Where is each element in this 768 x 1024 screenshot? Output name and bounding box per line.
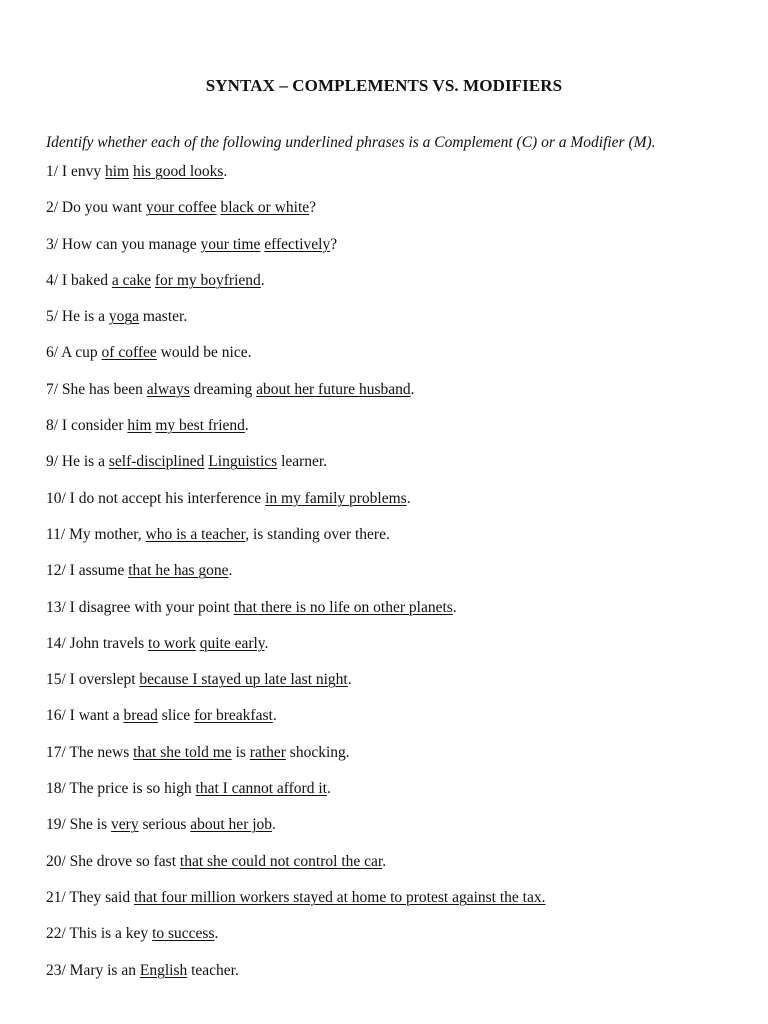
- underlined-phrase: to success: [152, 925, 215, 943]
- sentence-text: 7/ She has been: [46, 380, 147, 398]
- sentence-text: 19/ She is: [46, 816, 112, 834]
- underlined-phrase: who is a teacher: [145, 525, 246, 543]
- underlined-phrase: that there is no life on other planets: [233, 598, 453, 616]
- sentence-text: .: [326, 780, 331, 798]
- sentence-text: learner.: [277, 453, 328, 471]
- exercise-item: [46, 706, 545, 742]
- underlined-phrase: because I stayed up late last night: [139, 671, 348, 689]
- exercise-item: [46, 634, 545, 670]
- exercise-item: [46, 162, 545, 198]
- page-title: SYNTAX – COMPLEMENTS VS. MODIFIERS: [205, 76, 563, 95]
- sentence-text: 4/ I baked: [46, 271, 112, 289]
- sentence-text: .: [410, 380, 415, 398]
- underlined-phrase: a cake: [111, 271, 152, 289]
- sentence-text: .: [382, 852, 387, 870]
- underlined-phrase: that she told me: [133, 743, 232, 761]
- underlined-phrase: your time: [200, 235, 261, 253]
- exercise-item: [46, 743, 545, 779]
- exercise-item: [46, 670, 545, 706]
- sentence-text: 13/ I disagree with your point: [46, 598, 234, 616]
- sentence-text: shocking.: [285, 743, 350, 761]
- sentence-text: 22/ This is a key: [46, 925, 153, 943]
- sentence-text: 15/ I overslept: [46, 671, 140, 689]
- sentence-text: .: [272, 707, 277, 725]
- sentence-text: .: [260, 271, 265, 289]
- sentence-text: master.: [139, 308, 188, 326]
- sentence-text: .: [272, 816, 276, 834]
- underlined-phrase: Linguistics: [208, 453, 278, 471]
- underlined-phrase: that I cannot afford it: [195, 780, 327, 798]
- instructions-text: Identify whether each of the following underlined phrases is a Complement (C) or a Modifier (M).: [46, 134, 656, 151]
- underlined-phrase: of coffee: [101, 344, 157, 362]
- sentence-text: 20/ She drove so fast: [46, 852, 180, 870]
- underlined-phrase: his good looks: [132, 163, 224, 180]
- underlined-phrase: that he has gone: [128, 562, 229, 580]
- exercise-item: [46, 416, 545, 452]
- sentence-text: 5/ He is a: [46, 308, 109, 326]
- sentence-text: , is standing over there.: [245, 525, 390, 543]
- sentence-text: 14/ John travels: [46, 634, 149, 652]
- sentence-text: .: [244, 417, 249, 435]
- underlined-phrase: black or white: [220, 199, 310, 217]
- underlined-phrase: about her job: [190, 816, 273, 834]
- underlined-phrase: in my family problems: [265, 489, 407, 507]
- sentence-text: serious: [138, 816, 191, 834]
- sentence-text: .: [406, 489, 411, 507]
- underlined-phrase: your coffee: [145, 199, 217, 217]
- exercise-item: [46, 198, 545, 234]
- underlined-phrase: bread: [123, 707, 158, 725]
- underlined-phrase: effectively: [264, 235, 331, 253]
- exercise-item: [46, 235, 545, 271]
- underlined-phrase: him: [127, 417, 152, 435]
- sentence-text: 3/ How can you manage: [46, 235, 201, 253]
- sentence-text: 17/ The news: [46, 743, 134, 761]
- underlined-phrase: to work: [148, 634, 196, 652]
- sentence-text: 21/ They said: [46, 888, 134, 906]
- sentence-text: 2/ Do you want: [46, 199, 146, 217]
- underlined-phrase: self-disciplined: [108, 453, 205, 471]
- exercise-item: [46, 961, 545, 997]
- sentence-text: .: [228, 562, 233, 580]
- sentence-text: .: [347, 671, 352, 689]
- exercise-item: [46, 271, 545, 307]
- sentence-text: .: [264, 634, 269, 652]
- underlined-phrase: that she could not control the car: [179, 852, 383, 870]
- exercise-item: [46, 779, 545, 815]
- exercise-item: [46, 380, 545, 416]
- underlined-phrase: yoga: [108, 308, 139, 326]
- exercise-list: [46, 162, 545, 997]
- exercise-item: [46, 307, 545, 343]
- exercise-item: [46, 924, 545, 960]
- sentence-text: 10/ I do not accept his interference: [46, 489, 266, 507]
- underlined-phrase: him: [104, 163, 130, 180]
- sentence-text: 6/ A cup: [46, 344, 102, 362]
- sentence-text: 23/ Mary is an: [46, 961, 140, 979]
- sentence-text: dreaming: [189, 380, 257, 398]
- exercise-item: [46, 598, 545, 634]
- exercise-item: [46, 888, 545, 924]
- sentence-text: .: [223, 163, 228, 180]
- sentence-text: teacher.: [187, 961, 239, 979]
- sentence-text: 16/ I want a: [46, 707, 124, 725]
- underlined-phrase: quite early: [199, 634, 265, 652]
- sentence-text: 9/ He is a: [46, 453, 109, 471]
- underlined-phrase: about her future husband: [256, 380, 411, 398]
- exercise-item: [46, 815, 545, 851]
- sentence-text: .: [452, 598, 457, 616]
- underlined-phrase: English: [139, 961, 188, 979]
- underlined-phrase: always: [146, 380, 190, 398]
- underlined-phrase: rather: [249, 743, 286, 761]
- exercise-item: [46, 343, 545, 379]
- sentence-text: would be nice.: [156, 344, 252, 362]
- underlined-phrase: my best friend: [155, 417, 245, 435]
- underlined-phrase: for breakfast: [194, 707, 273, 725]
- sentence-text: ?: [309, 199, 317, 217]
- exercise-item: [46, 525, 545, 561]
- underlined-phrase: for my boyfriend: [154, 271, 261, 289]
- sentence-text: 8/ I consider: [46, 417, 128, 435]
- sentence-text: ?: [330, 235, 338, 253]
- sentence-text: 1/ I envy: [46, 163, 105, 180]
- exercise-item: [46, 852, 545, 888]
- sentence-text: 12/ I assume: [46, 562, 129, 580]
- exercise-item: [46, 561, 545, 597]
- underlined-phrase: that four million workers stayed at home to protest against the tax.: [133, 888, 546, 906]
- sentence-text: 18/ The price is so high: [46, 780, 196, 798]
- sentence-text: is: [231, 743, 250, 761]
- exercise-item: [46, 489, 545, 525]
- exercise-item: [46, 452, 545, 488]
- sentence-text: .: [214, 925, 219, 943]
- sentence-text: slice: [157, 707, 195, 725]
- underlined-phrase: very: [111, 816, 139, 834]
- sentence-text: 11/ My mother,: [46, 525, 146, 543]
